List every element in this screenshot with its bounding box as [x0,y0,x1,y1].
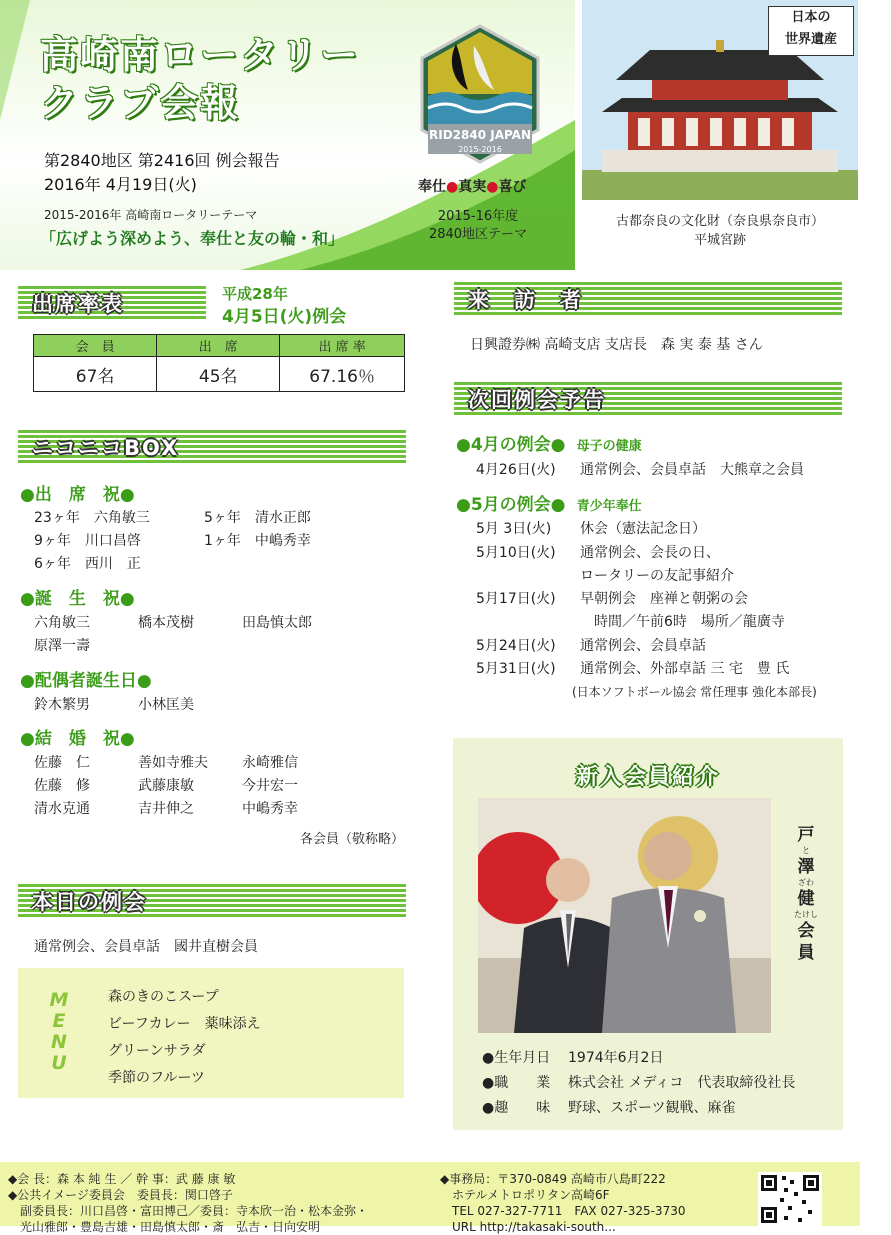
menu-vertical-label [46,990,72,1074]
menu-letter: U [51,1052,67,1074]
name-char [794,942,818,964]
menu-item: 季節のフルーツ [108,1070,205,1086]
attendance-header-members: 会 員 [34,335,157,357]
celebration-entry: 23ヶ年 六角敏三 [34,510,150,526]
footer-committee-members: 副委員長：川口昌啓・富田博己／委員：寺本欣一治・松本金弥・ [8,1204,369,1218]
wedding-label: ●結 婚 祝● [20,729,135,749]
new-member-photo [478,798,771,1033]
april-meeting-label: ●4月の例会● [456,435,566,455]
member-info-row [482,1072,795,1092]
schedule-row [476,588,748,608]
name-kanji: 澤 [797,857,815,877]
menu-item: 森のきのこスープ [108,989,219,1005]
photo-caption [582,212,858,250]
newsletter-title-line1: 高崎南ロータリー [40,33,361,77]
footer-committee: ◆公共イメージ委員会 委員長：関口啓子 [8,1188,233,1202]
wedding-row [34,798,298,818]
attendance-date: 4月5日(火)例会 [222,307,347,327]
spouse-birthday-row [34,694,194,714]
new-member-heading: 新入会員紹介 [575,765,720,790]
club-theme-text: 「広げよう深めよう、奉仕と友の輪・和」 [40,229,345,248]
world-heritage-label [768,6,854,56]
name-char [794,856,818,888]
footer-office-address: ◆事務局：〒370-0849 高崎市八島町222 [440,1172,666,1186]
menu-letter: M [49,989,69,1011]
footer-officers: ◆会 長：森 本 純 生 ／ 幹 事：武 藤 康 敏 [8,1172,236,1186]
member-info-label: ●職 業 [482,1075,551,1091]
schedule-event: 休会（憲法記念日） [580,521,706,537]
may-meeting-header [456,490,642,515]
birthday-entry: 田島慎太郎 [242,615,312,631]
next-meeting-heading: 次回例会予告 [468,388,606,412]
district-badge-icon [416,24,544,164]
attendance-heading-bar [18,286,206,320]
celebration-row [34,530,311,550]
district-motto: 奉仕●真実●喜び [418,179,527,195]
member-info-value: 1974年6月2日 [568,1050,664,1066]
schedule-event: 通常例会、会員卓話 大熊章之会員 [580,462,804,478]
member-info-row [482,1047,663,1067]
schedule-row [476,518,706,538]
birthday-entry: 原澤一壽 [34,638,90,654]
may-meeting-label: ●5月の例会● [456,495,566,515]
celebration-row [34,553,141,573]
district-theme-label [420,208,536,244]
schedule-row [476,658,789,678]
wedding-entry: 中嶋秀幸 [242,801,298,817]
menu-letter: N [51,1031,67,1053]
schedule-date: 5月10日(火) [476,545,556,561]
birthday-row [34,635,90,655]
footer-committee-members: 光山雅郎・豊島吉雄・田島慎太郎・斎 弘吉・日向安明 [8,1220,321,1234]
attendance-members: 67名 [34,357,157,392]
member-info-value: 野球、スポーツ観戦、麻雀 [568,1100,736,1116]
footer-office-url: URL http://takasaki-south... [440,1220,616,1234]
schedule-date: 5月24日(火) [476,638,556,654]
schedule-date: 5月31日(火) [476,661,556,677]
name-kanji: 会 [797,921,815,941]
name-char [794,888,818,920]
heritage-line2: 世界遺産 [784,32,837,47]
wedding-entry: 善如寺雅夫 [138,755,208,771]
niconico-heading: ニコニコBOX [32,436,180,460]
today-program: 通常例会、会員卓話 國井直樹会員 [34,939,258,955]
menu-item: グリーンサラダ [108,1043,206,1059]
report-number: 第2840地区 第2416回 例会報告 [44,151,280,170]
wedding-entry: 清水克通 [34,801,90,817]
wedding-entry: 永崎雅信 [242,755,298,771]
spouse-birthday-entry: 鈴木繁男 [34,697,90,713]
caption-line1: 古都奈良の文化財（奈良県奈良市） [615,214,824,229]
celebration-entry: 9ヶ年 川口昌啓 [34,533,141,549]
celebration-row [34,507,311,527]
niconico-heading-bar [18,430,406,464]
schedule-event: 通常例会、会長の日、 [580,545,720,561]
attendance-header-rate: 出 席 率 [280,335,405,357]
member-info-value: 株式会社 メディコ 代表取締役社長 [568,1075,796,1091]
schedule-row [580,565,734,585]
honorific-note: 各会員（敬称略） [300,832,405,847]
menu-letter: E [52,1010,66,1032]
schedule-row [580,611,785,631]
caption-line2: 平城宮跡 [693,233,746,248]
schedule-row [476,542,720,562]
heritage-line1: 日本の [791,10,831,25]
schedule-event: 通常例会、外部卓話 三 宅 豊 氏 [580,661,790,677]
name-ruby: たけし [794,910,818,919]
schedule-date: 5月 3日(火) [476,521,552,537]
spouse-birthday-label: ●配偶者誕生日● [20,671,152,691]
spouse-birthday-entry: 小林匡美 [138,697,194,713]
wedding-entry: 吉井伸之 [138,801,194,817]
attendance-rate: 67.16％ [280,357,405,392]
visitors-heading-bar [454,282,842,316]
footer-office-phone: TEL 027-327-7711 FAX 027-325-3730 [440,1204,686,1218]
report-date: 2016年 4月19日(火) [44,175,197,194]
april-meeting-theme: 母子の健康 [576,439,642,454]
wedding-row [34,752,298,772]
wedding-entry: 武藤康敏 [138,778,194,794]
wedding-row [34,775,298,795]
menu-item: ビーフカレー 薬味添え [108,1016,261,1032]
wedding-entry: 佐藤 修 [34,778,90,794]
schedule-row [476,635,706,655]
schedule-event: 通常例会、会員卓話 [580,638,706,654]
attendance-heading: 出席率表 [32,292,124,316]
schedule-date: 4月26日(火) [476,462,556,478]
name-kanji: 員 [797,943,815,963]
name-ruby: ざわ [798,878,814,887]
schedule-event: 早朝例会 座禅と朝粥の会 [580,591,748,607]
club-theme-label: 2015-2016年 高崎南ロータリーテーマ [44,208,258,222]
new-member-name [794,824,818,964]
attendance-header-present: 出 席 [157,335,280,357]
qr-code-icon [758,1172,822,1226]
today-heading: 本日の例会 [32,890,147,914]
name-kanji: 戸 [797,825,815,845]
name-ruby: と [802,846,810,855]
badge-years: 2015-2016 [458,145,502,154]
member-info-label: ●生年月日 [482,1050,551,1066]
birthday-entry: 六角敏三 [34,615,90,631]
wedding-entry: 佐藤 仁 [34,755,90,771]
newsletter-title-line2: クラブ会報 [40,81,241,125]
member-info-row [482,1097,735,1117]
attendance-date-era: 平成28年 [222,285,288,303]
district-theme-year: 2015-16年度 [437,209,519,224]
speaker-note: (日本ソフトボール協会 常任理事 強化本部長) [572,685,817,699]
member-info-label: ●趣 味 [482,1100,551,1116]
attendance-celebration-label: ●出 席 祝● [20,485,135,505]
district-theme-name: 2840地区テーマ [428,227,528,242]
name-kanji: 健 [797,889,815,909]
attendance-table [33,334,405,392]
visitor-entry: 日興證券㈱ 高崎支店 支店長 森 実 泰 基 さん [470,337,763,353]
schedule-date: 5月17日(火) [476,591,556,607]
wedding-entry: 今井宏一 [242,778,298,794]
motto-word-1: 奉仕 [418,179,446,195]
birthday-entry: 橋本茂樹 [138,615,194,631]
celebration-entry: 1ヶ年 中嶋秀幸 [204,533,311,549]
next-meeting-heading-bar [454,382,842,416]
footer-office-hotel: ホテルメトロポリタン高崎6F [440,1188,610,1202]
april-meeting-header [456,430,642,455]
schedule-event: 時間／午前6時 場所／龍廣寺 [580,614,785,630]
name-char [794,824,818,856]
birthday-row [34,612,312,632]
visitors-heading: 来 訪 者 [468,288,583,312]
attendance-present: 45名 [157,357,280,392]
celebration-entry: 6ヶ年 西川 正 [34,556,141,572]
badge-text: RID2840 JAPAN [428,128,532,142]
schedule-row [476,459,804,479]
motto-word-3: 喜び [498,179,527,195]
schedule-event: ロータリーの友記事紹介 [580,568,734,584]
name-char [794,920,818,942]
may-meeting-theme: 青少年奉仕 [576,499,642,514]
birthday-label: ●誕 生 祝● [20,589,135,609]
celebration-entry: 5ヶ年 清水正郎 [204,510,311,526]
motto-word-2: 真実 [458,179,487,195]
today-heading-bar [18,884,406,918]
